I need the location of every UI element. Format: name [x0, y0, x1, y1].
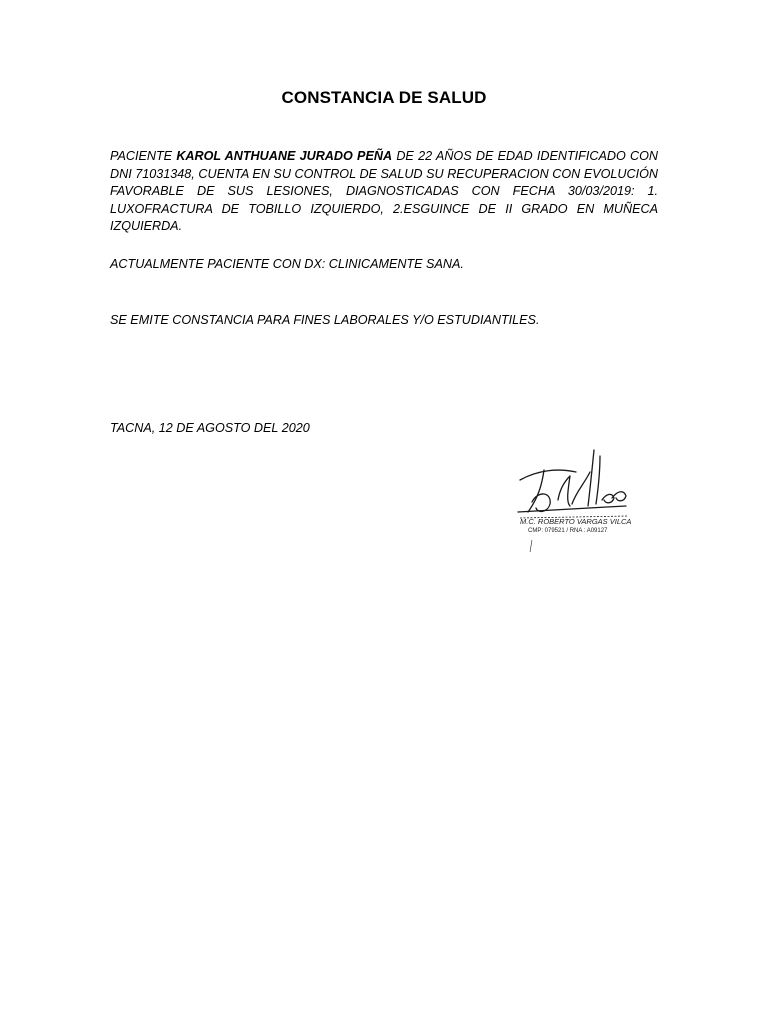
place-and-date: TACNA, 12 DE AGOSTO DEL 2020 — [110, 421, 310, 435]
document-title: CONSTANCIA DE SALUD — [281, 88, 487, 107]
doctor-registration: CMP: 079521 / RNA : A09127 — [528, 528, 608, 534]
patient-name: KAROL ANTHUANE JURADO PEÑA — [176, 149, 393, 163]
handwritten-signature — [508, 440, 638, 552]
current-diagnosis: ACTUALMENTE PACIENTE CON DX: CLINICAMENTE SANA. — [110, 257, 464, 271]
patient-statement — [110, 148, 658, 236]
signature-stamp — [508, 440, 638, 552]
statement-body: DE 22 AÑOS DE EDAD IDENTIFICADO CON DNI 71031348, CUENTA EN SU CONTROL DE SALUD SU RECUPERACION CON EVOLUCIÓN FAVORABLE DE SUS LESIONES, DIAGNOSTICADAS CON FECHA 30/03/2019: 1. LUXOFRACTURA DE TOBILLO IZQUIERDO, 2.ESGUINCE DE II GRADO EN MUÑECA IZQUIERDA. — [110, 149, 659, 233]
doctor-name: M.C. ROBERTO VARGAS VILCA — [520, 517, 632, 526]
statement-prefix: PACIENTE — [110, 149, 177, 163]
purpose-statement: SE EMITE CONSTANCIA PARA FINES LABORALES Y/O ESTUDIANTILES. — [110, 313, 540, 327]
